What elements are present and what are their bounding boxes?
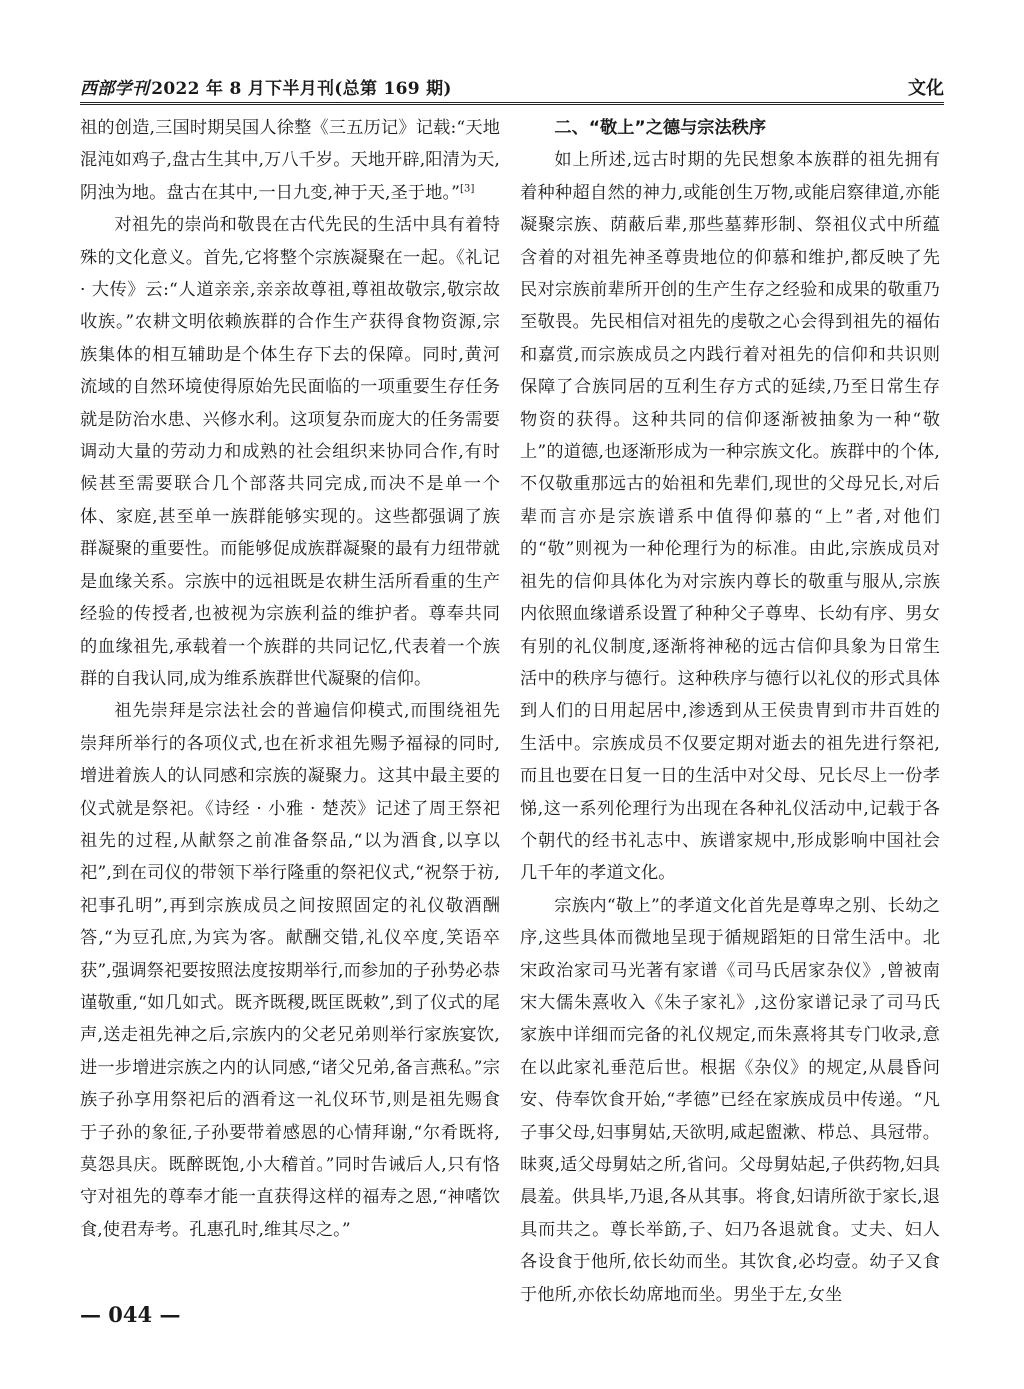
journal-logo: 西部学刊	[80, 79, 150, 99]
section-heading: 二、“敬上”之德与宗法秩序	[554, 118, 767, 138]
paragraph: 对祖先的崇尚和敬畏在古代先民的生活中具有着特殊的文化意义。首先,它将整个宗族凝聚在一起。《礼记 · 大传》云:“人道亲亲,亲亲故尊祖,尊祖故敬宗,敬宗故收族。”农耕文明依赖族群的合作生产获得食物资源,宗族集体的相互辅助是个体生存下去的保障。同时,黄河流域的自然环境使得原始先民面临的一项重要生存任务就是防治水患、兴修水利。这项复杂而庞大的任务需要调动大量的劳动力和成熟的社会组织来协同合作,有时候甚至需要联合几个部落共同完成,而决不是单一个体、家庭,甚至单一族群能够实现的。这些都强调了族群凝聚的重要性。而能够促成族群凝聚的最有力纽带就是血缘关系。宗族中的远祖既是农耕生活所看重的生产经验的传授者,也被视为宗族利益的维护者。尊奉共同的血缘祖先,承载着一个族群的共同记忆,代表着一个族群的自我认同,成为维系族群世代凝聚的信仰。	[80, 215, 500, 689]
header-rule	[80, 102, 944, 105]
right-column	[520, 112, 940, 1311]
paragraph: 如上所述,远古时期的先民想象本族群的祖先拥有着种种超自然的神力,或能创生万物,或能启察律道,亦能凝聚宗族、荫蔽后辈,那些墓葬形制、祭祖仪式中所蕴含着的对祖先神圣尊贵地位的仰慕和维护,都反映了先民对宗族前辈所开创的生产生存之经验和成果的敬重乃至敬畏。先民相信对祖先的虔敬之心会得到祖先的福佑和嘉赏,而宗族成员之内践行着对祖先的信仰和共识则保障了合族同居的互利生存方式的延续,乃至日常生存物资的获得。这种共同的信仰逐渐被抽象为一种“敬上”的道德,也逐渐形成为一种宗族文化。族群中的个体,不仅敬重那远古的始祖和先辈们,现世的父母兄长,对后辈而言亦是宗族谱系中值得仰慕的“上”者,对他们的“敬”则视为一种伦理行为的标准。由此,宗族成员对祖先的信仰具体化为对宗族内尊长的敬重与服从,宗族内依照血缘谱系设置了种种父子尊卑、长幼有序、男女有别的礼仪制度,逐渐将神秘的远古信仰具象为日常生活中的秩序与德行。这种秩序与德行以礼仪的形式具体到人们的日用起居中,渗透到从王侯贵胄到市井百姓的生活中。宗族成员不仅要定期对逝去的祖先进行祭祀,而且也要在日复一日的生活中对父母、兄长尽上一份孝悌,这一系列伦理行为出现在各种礼仪活动中,记载于各个朝代的经书礼志中、族谱家规中,形成影响中国社会几千年的孝道文化。	[520, 150, 940, 884]
page-number: — 044 —	[80, 1302, 181, 1327]
footnote-marker[interactable]: [3]	[460, 183, 475, 195]
issue-info: 2022 年 8 月下半月刊(总第 169 期)	[151, 79, 452, 99]
journal-masthead	[80, 74, 452, 99]
left-column	[80, 112, 500, 1246]
paragraph: 宗族内“敬上”的孝道文化首先是尊卑之别、长幼之序,这些具体而微地呈现于循规蹈矩的日常生活中。北宋政治家司马光著有家谱《司马氏居家杂仪》,曾被南宋大儒朱熹收入《朱子家礼》,这份家谱记录了司马氏家族中详细而完备的礼仪规定,而朱熹将其专门收录,意在以此家礼垂范后世。根据《杂仪》的规定,从晨昏问安、侍奉饮食开始,“孝德”已经在家族成员中传递。“凡子事父母,妇事舅姑,天欲明,咸起盥漱、栉总、具冠带。昧爽,适父母舅姑之所,省问。父母舅姑起,子供药物,妇具晨羞。供具毕,乃退,各从其事。将食,妇请所欲于家长,退具而共之。尊长举筯,子、妇乃各退就食。丈夫、妇人各设食于他所,依长幼而坐。其饮食,必均壹。幼子又食于他所,亦依长幼席地而坐。男坐于左,女坐	[520, 895, 940, 1305]
paragraph	[80, 112, 500, 209]
paragraph-text: 祖的创造,三国时期吴国人徐整《三五历记》记载:“天地混沌如鸡子,盘古生其中,万八千岁。天地开辟,阳清为天,阴浊为地。盘古在其中,一日九变,神于天,圣于地。”	[80, 118, 500, 203]
paragraph: 祖先崇拜是宗法社会的普遍信仰模式,而围绕祖先崇拜所举行的各项仪式,也在祈求祖先赐予福禄的同时,增进着族人的认同感和宗族的凝聚力。这其中最主要的仪式就是祭祀。《诗经 · 小雅 · 楚茨》记述了周王祭祀祖先的过程,从献祭之前准备祭品,“以为酒食,以享以祀”,到在司仪的带领下举行隆重的祭祀仪式,“祝祭于祊,祀事孔明”,再到宗族成员之间按照固定的礼仪敬酒酬答,“为豆孔庶,为宾为客。献酬交错,礼仪卒度,笑语卒获”,强调祭祀要按照法度按期举行,而参加的子孙势必恭谨敬重,“如几如式。既齐既稷,既匡既敕”,到了仪式的尾声,送走祖先神之后,宗族内的父老兄弟则举行家族宴饮,进一步增进宗族之内的认同感,“诸父兄弟,备言燕私。”宗族子孙享用祭祀后的酒肴这一礼仪环节,则是祖先赐食于子孙的象征,子孙要带着感恩的心情拜谢,“尔肴既将,莫怨具庆。既醉既饱,小大稽首。”同时告诫后人,只有恪守对祖先的尊奉才能一直获得这样的福寿之恩,“神嗜饮食,使君寿考。孔惠孔时,维其尽之。”	[80, 701, 500, 1240]
section-label: 文化	[908, 78, 944, 99]
running-header	[80, 70, 944, 104]
